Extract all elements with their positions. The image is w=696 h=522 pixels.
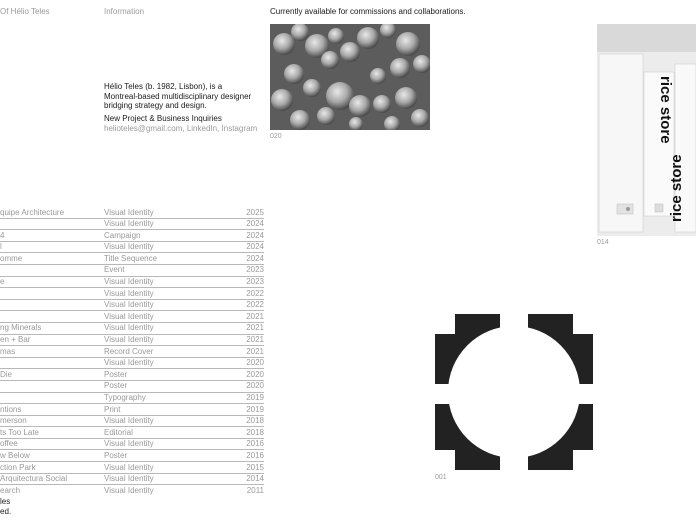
project-year: 2022 xyxy=(246,288,264,298)
inquiries-heading: New Project & Business Inquiries xyxy=(104,114,222,123)
project-year: 2019 xyxy=(246,393,264,402)
project-name: e xyxy=(0,277,5,287)
project-category: Campaign xyxy=(104,230,141,240)
project-category: Visual Identity xyxy=(104,462,154,472)
project-row[interactable] xyxy=(0,334,264,346)
project-year: 2023 xyxy=(246,277,264,287)
project-category: Event xyxy=(104,265,125,275)
project-row[interactable] xyxy=(0,310,264,322)
project-category: Visual Identity xyxy=(104,485,154,495)
image-caption-020: 020 xyxy=(270,133,282,140)
project-name: Die xyxy=(0,369,13,379)
project-year: 2021 xyxy=(246,323,264,333)
project-name: ts Too Late xyxy=(0,427,39,437)
bio-section xyxy=(104,82,254,111)
project-row[interactable] xyxy=(0,392,264,404)
inquiries-section xyxy=(104,114,264,133)
project-year: 2024 xyxy=(246,242,264,252)
project-image-001[interactable] xyxy=(435,314,593,470)
project-name: offee xyxy=(0,439,18,449)
project-row[interactable] xyxy=(0,252,264,264)
project-category: Poster xyxy=(104,381,128,391)
project-image-014[interactable] xyxy=(597,24,696,236)
project-row[interactable] xyxy=(0,415,264,427)
bio-text: Hélio Teles (b. 1982, Lisbon), is a Montreal-based multidisciplinary designer bridging strategy and design. xyxy=(104,82,252,111)
footer xyxy=(0,497,11,517)
project-row[interactable] xyxy=(0,241,264,253)
project-row[interactable] xyxy=(0,473,264,485)
project-category: Visual Identity xyxy=(104,474,154,484)
project-category: Visual Identity xyxy=(104,358,154,368)
project-category: Visual Identity xyxy=(104,300,154,310)
project-category: Visual Identity xyxy=(104,439,154,449)
project-name: quipe Architecture xyxy=(0,207,65,217)
contact-links: helioteles@gmail.com, LinkedIn, Instagram xyxy=(104,123,258,133)
project-year: 2022 xyxy=(246,300,264,310)
project-year: 2014 xyxy=(246,474,264,484)
project-name: en + Bar xyxy=(0,335,31,345)
project-category: Visual Identity xyxy=(104,277,154,287)
project-row[interactable] xyxy=(0,207,264,218)
project-image-020[interactable] xyxy=(270,24,430,130)
project-row[interactable] xyxy=(0,449,264,461)
project-row[interactable] xyxy=(0,426,264,438)
project-name: Arquitectura Social xyxy=(0,474,68,484)
project-year: 2020 xyxy=(246,358,264,368)
information-link[interactable]: Information xyxy=(104,7,145,16)
project-row[interactable] xyxy=(0,322,264,334)
project-year: 2011 xyxy=(246,485,264,495)
image-caption-001: 001 xyxy=(435,474,447,481)
email-link[interactable]: helioteles@gmail.com xyxy=(104,123,183,133)
project-year: 2020 xyxy=(246,369,264,379)
project-category: Poster xyxy=(104,369,128,379)
packaging-photo xyxy=(597,24,696,236)
project-category: Visual Identity xyxy=(104,311,154,321)
project-row[interactable] xyxy=(0,299,264,311)
project-row[interactable] xyxy=(0,403,264,415)
project-category: Editorial xyxy=(104,427,133,437)
project-name: earch xyxy=(0,485,21,495)
project-name: ntions xyxy=(0,404,22,414)
project-name: 4 xyxy=(0,230,5,240)
project-category: Visual Identity xyxy=(104,219,154,229)
availability-text: Currently available for commissions and collaborations. xyxy=(270,7,466,16)
project-year: 2021 xyxy=(246,346,264,356)
project-category: Visual Identity xyxy=(104,323,154,333)
project-category: Record Cover xyxy=(104,346,154,356)
project-row[interactable] xyxy=(0,438,264,450)
project-row[interactable] xyxy=(0,229,264,241)
project-year: 2018 xyxy=(246,427,264,437)
project-year: 2015 xyxy=(246,462,264,472)
particles-photo xyxy=(270,24,430,130)
project-row[interactable] xyxy=(0,380,264,392)
project-name: ction Park xyxy=(0,462,36,472)
footer-line-2: ed. xyxy=(0,507,12,516)
project-year: 2025 xyxy=(246,207,264,217)
project-name: w Below xyxy=(0,450,30,460)
project-row[interactable] xyxy=(0,264,264,276)
project-name: mas xyxy=(0,346,16,356)
project-year: 2018 xyxy=(246,416,264,426)
project-category: Poster xyxy=(104,450,128,460)
project-row[interactable] xyxy=(0,461,264,473)
footer-line-1: les xyxy=(0,497,11,506)
instagram-link[interactable]: Instagram xyxy=(221,123,258,133)
project-row[interactable] xyxy=(0,345,264,357)
project-category: Visual Identity xyxy=(104,207,154,217)
project-year: 2016 xyxy=(246,450,264,460)
project-name: omme xyxy=(0,253,23,263)
project-category: Visual Identity xyxy=(104,288,154,298)
project-year: 2023 xyxy=(246,265,264,275)
project-category: Print xyxy=(104,404,121,414)
packaging-label-2: rice store xyxy=(668,154,685,222)
image-caption-014: 014 xyxy=(597,239,609,246)
packaging-label-1: rice store xyxy=(657,76,674,144)
project-row[interactable] xyxy=(0,276,264,288)
project-name: l xyxy=(0,242,2,252)
project-row[interactable] xyxy=(0,484,264,496)
logo-mark-icon xyxy=(435,314,593,470)
project-row[interactable] xyxy=(0,287,264,299)
project-row[interactable] xyxy=(0,357,264,369)
linkedin-link[interactable]: LinkedIn xyxy=(186,123,218,133)
project-category: Typography xyxy=(104,393,146,402)
project-row[interactable] xyxy=(0,218,264,230)
site-title-link[interactable]: Of Hélio Teles xyxy=(0,7,50,16)
project-year: 2021 xyxy=(246,311,264,321)
project-year: 2021 xyxy=(246,335,264,345)
project-row[interactable] xyxy=(0,368,264,380)
project-category: Visual Identity xyxy=(104,416,154,426)
project-year: 2019 xyxy=(246,404,264,414)
project-year: 2024 xyxy=(246,230,264,240)
project-name: ng Minerals xyxy=(0,323,42,333)
project-year: 2016 xyxy=(246,439,264,449)
project-list-divider xyxy=(0,473,264,474)
project-year: 2024 xyxy=(246,253,264,263)
project-year: 2024 xyxy=(246,219,264,229)
project-category: Title Sequence xyxy=(104,253,158,263)
project-category: Visual Identity xyxy=(104,242,154,252)
project-name: merson xyxy=(0,416,27,426)
project-list xyxy=(0,207,264,496)
project-category: Visual Identity xyxy=(104,335,154,345)
project-year: 2020 xyxy=(246,381,264,391)
